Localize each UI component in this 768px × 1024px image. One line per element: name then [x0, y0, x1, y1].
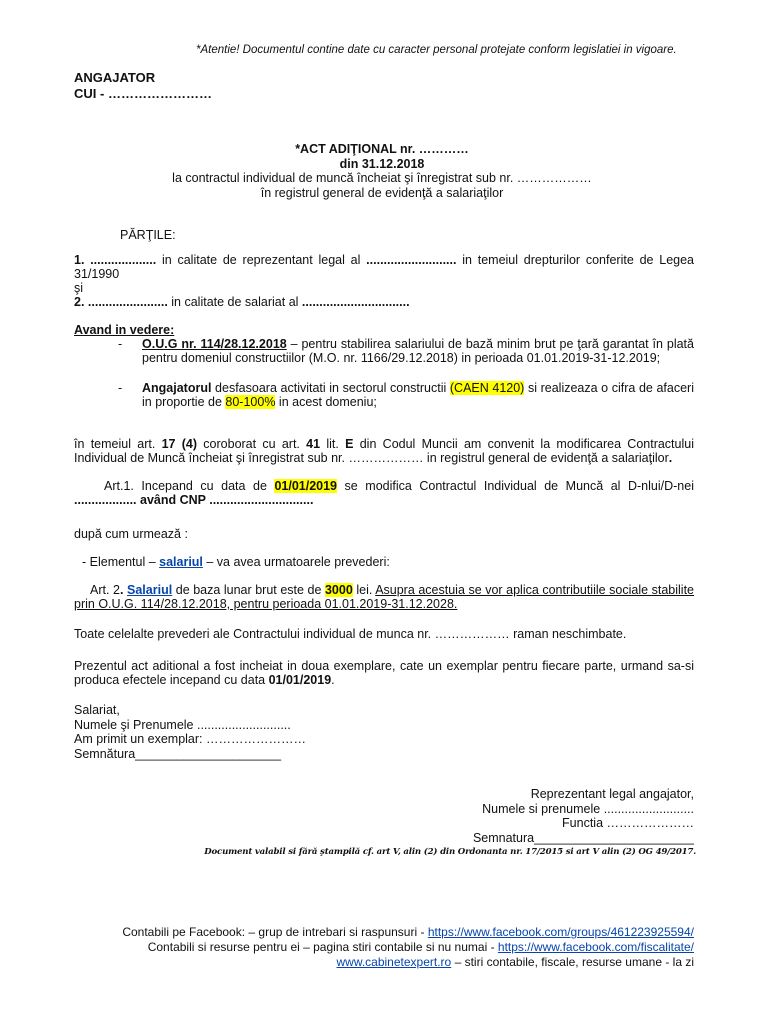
basis-article-41: 41	[306, 437, 321, 451]
article-1-text-3: având	[136, 493, 180, 507]
party-1-basis: in temeiul drepturilor conferite de Legea 31/1990	[74, 253, 694, 281]
bullet-dash: -	[118, 337, 123, 351]
oug-reference: O.U.G nr. 114/28.12.2018	[142, 337, 287, 351]
concluded-end: .	[331, 673, 335, 687]
salary-amount: 3000	[324, 583, 353, 597]
basis-article-17: 17 (4)	[161, 437, 198, 451]
basis-text-4: din Codul Muncii am convenit la modificarea Contractului Individual de Muncă încheiat şi înregistrat sub nr. ……………… in registrul general de evidenţă a salariaţilor	[74, 437, 694, 465]
employee-signature-block	[74, 703, 694, 761]
effective-date-highlight: 01/01/2019	[274, 479, 337, 493]
activity-text: desfasoara activitati in sectorul constructii	[211, 381, 450, 395]
employer-block	[74, 70, 212, 102]
title-registry: în registrul general de evidenţă a salariaţilor	[260, 185, 504, 200]
party-1-name-blank: ...................	[84, 253, 157, 267]
article-2-text-2: lei.	[352, 583, 376, 597]
concluded-text: Prezentul act aditional a fost incheiat in doua exemplare, cate un exemplar pentru fiecare parte, urmand sa-si produca efectele incepand cu data	[74, 659, 694, 687]
salary-word: Salariul	[127, 583, 173, 597]
party-2-role: in calitate de salariat al	[167, 295, 302, 309]
element-text-1: - Elementul –	[82, 555, 160, 569]
turnover-percentage: 80-100%	[225, 395, 276, 409]
party-2-number: 2.	[74, 295, 85, 309]
party-2-company-blank: ...............................	[301, 295, 410, 309]
concluded-date: 01/01/2019	[268, 673, 332, 687]
party-1-role: in calitate de reprezentant legal al	[156, 253, 367, 267]
footer-line-2	[100, 940, 694, 955]
party-1	[74, 253, 694, 281]
representative-signature-field: Semnatura_______________________	[472, 830, 694, 845]
party-1-number: 1.	[74, 253, 85, 267]
facebook-page-link[interactable]: https://www.facebook.com/fiscalitate/	[497, 940, 694, 954]
article-2	[74, 583, 694, 611]
article-1-text-2: se modifica Contractul Individual de Muncă al D-nlui/D-nei	[337, 479, 694, 493]
parties-heading: PĂRŢILE:	[120, 228, 176, 242]
representative-function-field: Functia …………………	[562, 816, 694, 830]
article-2-label: Art. 2	[90, 583, 120, 597]
employer-cui: CUI - ……………………	[74, 86, 212, 101]
domain-text: in acest domeniu;	[275, 395, 377, 409]
title-act-number: *ACT ADIŢIONAL nr. …………	[295, 142, 469, 156]
basis-letter: E	[345, 437, 354, 451]
employee-name-blank: ..................	[74, 493, 137, 507]
salary-element-word: salariul	[159, 555, 203, 569]
party-1-company-blank: ..........................	[366, 253, 457, 267]
other-provisions: Toate celelalte prevederi ale Contractului individual de munca nr. ……………… raman neschimbate.	[74, 627, 627, 641]
basis-text-1: în temeiul art.	[74, 437, 162, 451]
employee-signature-field: Semnătura_____________________	[74, 746, 282, 761]
element-line	[82, 555, 702, 569]
article-1-text-1: Art.1. Incepand cu data de	[104, 479, 275, 493]
footer	[100, 925, 694, 970]
concluded-paragraph	[74, 659, 694, 687]
footer-line-3	[100, 955, 694, 970]
employee-label: Salariat,	[74, 703, 120, 717]
oug-description: – pentru stabilirea salariului de bază minim brut pe ţară garantat în plată pentru domeniul constructiilor (M.O. nr. 1166/29.12.2018) in perioada 01.01.2019-31-12.2019;	[142, 337, 694, 365]
bullet-dash: -	[118, 381, 123, 395]
and-word: şi	[74, 281, 84, 295]
caen-code: (CAEN 4120)	[449, 381, 525, 395]
as-follows: după cum urmează :	[74, 527, 188, 541]
document-title	[120, 142, 644, 200]
social-contributions-note: Asupra acestuia se vor aplica contributiile sociale stabilite prin O.U.G. 114/28.12.2018, pentru perioada 01.01.2019-31.12.2028.	[74, 583, 694, 611]
basis-end: .	[668, 451, 673, 465]
copy-received-field: Am primit un exemplar: ……………………	[74, 732, 306, 746]
footer-facebook-page-text: Contabili si resurse pentru ei – pagina stiri contabile si nu numai -	[147, 940, 498, 954]
footer-facebook-group-text: Contabili pe Facebook: – grup de intrebari si raspunsuri -	[122, 925, 428, 939]
element-text-2: – va avea urmatoarele prevederi:	[202, 555, 390, 569]
employer-signature-block	[440, 787, 694, 845]
legal-basis-paragraph	[74, 437, 694, 465]
cnp-field: CNP ..............................	[179, 493, 314, 507]
title-date: din 31.12.2018	[339, 156, 425, 171]
turnover-text: si realizeaza o cifra de afaceri in proportie de	[142, 381, 694, 409]
article-1	[74, 479, 694, 507]
party-2	[74, 295, 694, 309]
basis-text-2: coroborat cu art.	[197, 437, 307, 451]
employer-label: ANGAJATOR	[74, 70, 156, 85]
legal-representative-label: Reprezentant legal angajator,	[530, 787, 694, 801]
title-contract-ref: la contractul individual de muncă încheiat şi înregistrat sub nr. ………………	[172, 171, 592, 185]
confidentiality-notice: *Atentie! Documentul contine date cu caracter personal protejate conform legislatiei in vigoare.	[196, 44, 677, 56]
employee-name-field: Numele şi Prenumele ...........................	[74, 717, 291, 732]
website-link[interactable]: www.cabinetexpert.ro	[336, 955, 452, 969]
article-2-text-1: de baza lunar brut este de	[172, 583, 325, 597]
footer-website-text: – stiri contabile, fiscale, resurse umane - la zi	[451, 955, 694, 969]
article-2-dot: .	[119, 583, 124, 597]
employer-subject: Angajatorul	[142, 381, 212, 395]
basis-text-3: lit.	[320, 437, 346, 451]
facebook-group-link[interactable]: https://www.facebook.com/groups/461223925594/	[427, 925, 694, 939]
stamp-validity-note: Document valabil si fără ştampilă cf. art V, alin (2) din Ordonanta nr. 17/2015 si art V alin (2) OG 49/2017.	[204, 847, 696, 857]
footer-line-1	[100, 925, 694, 940]
party-2-name-blank: .......................	[84, 295, 168, 309]
representative-name-field: Numele si prenumele ..........................	[482, 801, 694, 816]
considering-heading: Avand in vedere:	[74, 323, 175, 337]
